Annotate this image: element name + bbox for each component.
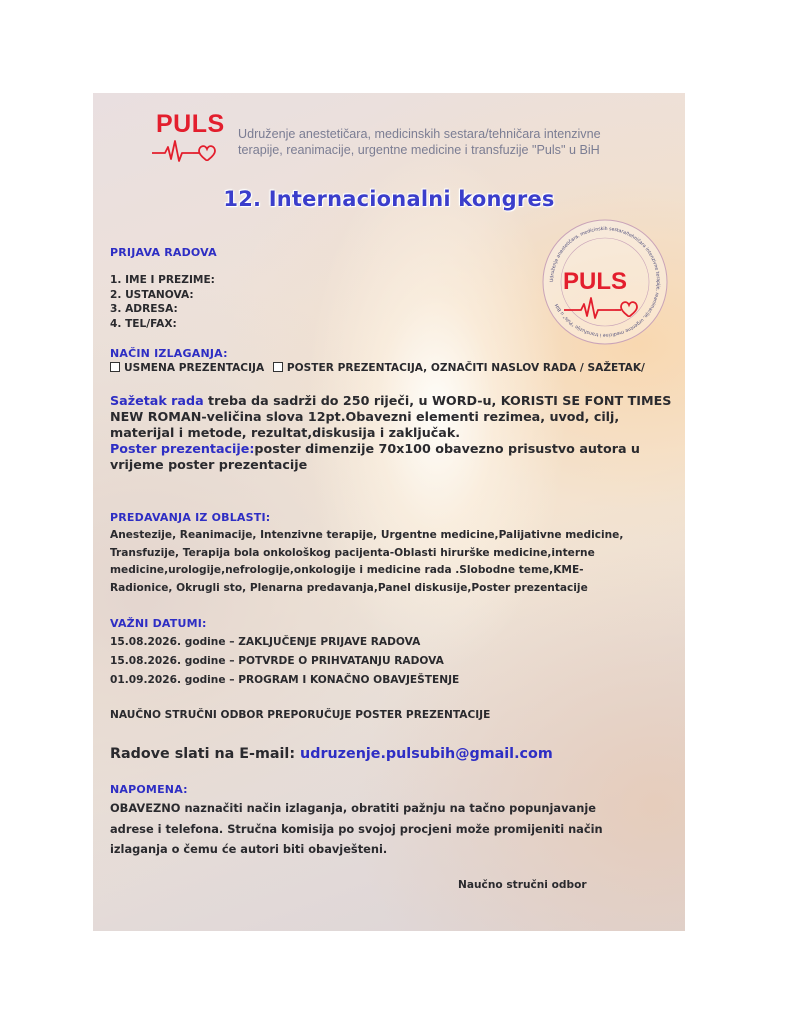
field-address: 3. ADRESA: [110,303,178,315]
abstract-line-1: treba da sadrži do 250 riječi, u WORD-u, KORISTI SE FONT TIMES [203,393,672,408]
field-name: 1. IME I PREZIME: [110,274,215,286]
email-link[interactable]: udruzenje.pulsubih@gmail.com [300,746,553,762]
date-item: 01.09.2026. godine – PROGRAM I KONAČNO OBAVJEŠTENJE [110,674,460,686]
note-heading: NAPOMENA: [110,783,188,796]
abstract-line-3: materijal i metode, rezultat,diskusija i zaključak. [110,425,461,440]
seal-heartbeat-icon [563,296,643,320]
heartbeat-icon [151,139,223,165]
abstract-line-2: NEW ROMAN-veličina slova 12pt.Obavezni elementi rezimea, uvod, cilj, [110,409,620,424]
lectures-text [110,527,623,597]
oral-checkbox[interactable] [110,362,120,372]
poster-line-1: poster dimenzije 70x100 obavezno prisustvo autora u [254,441,640,456]
poster-checkbox[interactable] [273,362,283,372]
lectures-line-4: Radionice, Okrugli sto, Plenarna predavanja,Panel diskusije,Poster prezentacije [110,581,588,594]
note-line-3: izlaganja o čemu će autori biti obavješteni. [110,842,388,856]
presentation-options [110,361,645,375]
date-item: 15.08.2026. godine – ZAKLJUČENJE PRIJAVE RADOVA [110,636,421,648]
dates-list [110,633,459,690]
presentation-heading: NAČIN IZLAGANJA: [110,347,228,360]
lectures-line-3: medicine,urologije,nefrologije,onkologije i medicine rada .Slobodne teme,KME- [110,564,584,576]
field-institution: 2. USTANOVA: [110,288,194,301]
congress-title: 12. Internacionalni kongres [223,187,555,211]
email-line [110,743,553,762]
poster-line-2: vrijeme poster prezentacije [110,457,308,472]
note-line-2: adrese i telefona. Stručna komisija po svojoj procjeni može promijeniti način [110,821,603,836]
poster [93,93,685,931]
note-line-1: OBAVEZNO naznačiti način izlaganja, obratiti pažnju na tačno popunjavanje [110,801,596,815]
dates-heading: VAŽNI DATUMI: [110,617,207,630]
registration-fields [110,273,215,331]
lectures-line-1: Anestezije, Reanimacije, Intenzivne terapije, Urgentne medicine,Palijativne medicine, [110,529,624,541]
email-label: Radove slati na E-mail: [110,746,301,762]
poster-label: Poster prezentacije: [110,441,255,456]
puls-logo: PULS [156,110,225,138]
lectures-heading: PREDAVANJA IZ OBLASTI: [110,511,271,524]
signature: Naučno stručni odbor [458,879,587,891]
note-text [110,798,603,860]
organization-name [238,126,658,158]
seal-ring-text: Udruženje anestetičara, medicinskih sestara/tehničara intenzivne terapije, reanimacije, urgentne medicine i transfuzije "Puls" u BiH [549,226,661,338]
abstract-label: Sažetak rada [110,393,204,408]
lectures-line-2: Transfuzije, Terapija bola onkološkog pacijenta-Oblasti hirurške medicine,interne [110,546,595,559]
poster-option-label: POSTER PREZENTACIJA, OZNAČITI NASLOV RADA / SAŽETAK/ [286,362,645,374]
registration-heading: PRIJAVA RADOVA [110,246,217,259]
recommendation-text: NAUČNO STRUČNI ODBOR PREPORUČUJE POSTER PREZENTACIJE [110,709,491,721]
organization-name-line-1: Udruženje anestetičara, medicinskih sestara/tehničara intenzivne [238,127,601,141]
field-phone-fax: 4. TEL/FAX: [110,317,177,330]
abstract-section [110,393,671,473]
date-item: 15.08.2026. godine – POTVRDE O PRIHVATANJU RADOVA [110,655,444,667]
organization-name-line-2: terapije, reanimacije, urgentne medicine i transfuzije "Puls" u BiH [238,143,600,157]
seal-puls-logo: PULS [563,268,628,295]
oral-option-label: USMENA PREZENTACIJA [124,362,265,374]
